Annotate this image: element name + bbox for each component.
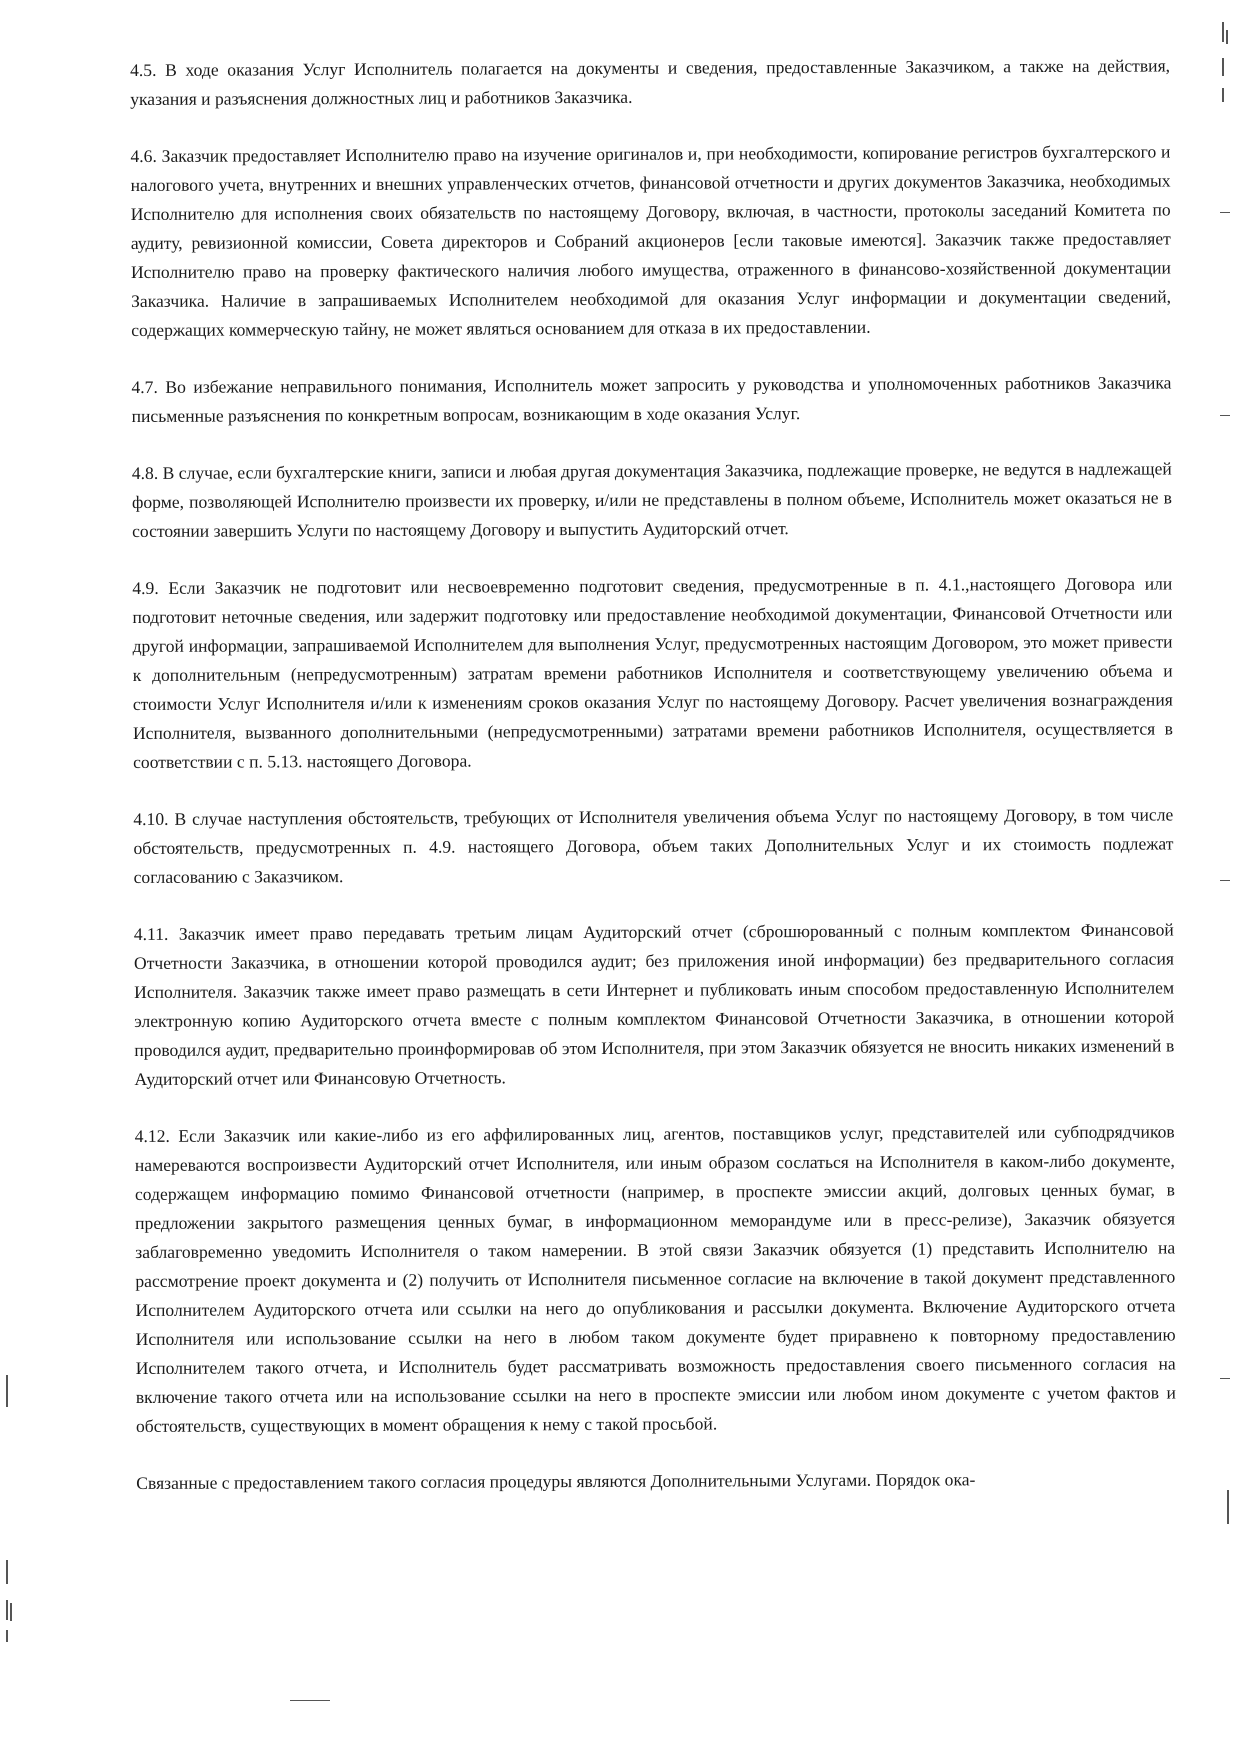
scan-margin-mark	[1222, 58, 1224, 76]
scan-margin-mark	[6, 1600, 8, 1620]
scan-margin-mark	[290, 1700, 330, 1701]
scan-margin-mark	[10, 1603, 12, 1621]
clause-4-12: 4.12. Если Заказчик или какие-либо из его аффилированных лиц, агентов, поставщиков услуг, представителей или субподрядчиков намереваются воспроизвести Аудиторский отчет Исполнителя, или иным образом сослаться на Исполнителя в каком-либо документе, содержащем информацию помимо Финансовой отчетности (например, в проспекте эмиссии акций, долговых ценных бумаг, в предложении закрытого размещения ценных бумаг, в информационном меморандуме или в пресс-релизе), Заказчик обязуется заблаговременно уведомить Исполнителя о таком намерении. В этой связи Заказчик обязуется (1) представить Исполнителю на рассмотрение проект документа и (2) получить от Исполнителя письменное согласие на включение в такой документ представленного Исполнителем Аудиторского отчета или ссылки на него до опубликования и рассылки документа. Включение Аудиторского отчета Исполнителя или использование ссылки на него в любом таком документе будет приравнено к повторному предоставлению Исполнителем такого отчета, и Исполнитель будет рассматривать возможность предоставления своего письменного согласия на включение такого отчета или на использование ссылки на него в проспекте эмиссии или любом ином документе с учетом фактов и обстоятельств, существующих в момент обращения к нему с такой просьбой.	[134, 1121, 1176, 1436]
clause-4-10: 4.10. В случае наступления обстоятельств, требующих от Исполнителя увеличения объема Услуг по настоящему Договору, в том числе обстоятельств, предусмотренных п. 4.9. настоящего Договора, объем таких Дополнительных Услуг и их стоимость подлежат согласованию с Заказчиком.	[133, 804, 1174, 887]
scan-margin-mark	[1222, 88, 1224, 102]
continuation-paragraph: Связанные с предоставлением такого согласия процедуры являются Дополнительными Услугами. Порядок ока-	[136, 1469, 976, 1493]
clause-4-11: 4.11. Заказчик имеет право передавать третьим лицам Аудиторский отчет (сброшюрованный с полным комплектом Финансовой Отчетности Заказчика, в отношении которой проводился аудит; без приложения иной информации) без предварительного согласия Исполнителя. Заказчик также имеет право размещать в сети Интернет и публиковать иным способом предоставленную Исполнителем электронную копию Аудиторского отчета вместе с полным комплектом Финансовой Отчетности Заказчика, в отношении которой проводился аудит, предварительно проинформировав об этом Исполнителя, при этом Заказчик обязуется не вносить никаких изменений в Аудиторский отчет или Финансовую Отчетность.	[133, 919, 1175, 1089]
scan-margin-mark	[6, 1560, 8, 1584]
scan-margin-mark	[1227, 1490, 1229, 1524]
scan-margin-mark	[6, 1375, 8, 1407]
clause-4-9: 4.9. Если Заказчик не подготовит или несвоевременно подготовит сведения, предусмотренные в п. 4.1.,настоящего Договора или подготовит неточные сведения, или задержит подготовку или предоставление необходимой документации, Финансовой Отчетности или другой информации, запрашиваемой Исполнителем для выполнения Услуг, предусмотренных настоящим Договором, это может привести к дополнительным (непредусмотренным) затратам времени работников Исполнителя и соответствующему увеличению объема и стоимости Услуг Исполнителя и/или к изменениям сроков оказания Услуг по настоящему Договору. Расчет увеличения вознаграждения Исполнителя, вызванного дополнительными (непредусмотренными) затратами времени работников Исполнителя, осуществляется в соответствии с п. 5.13. настоящего Договора.	[132, 573, 1173, 772]
scan-margin-mark	[1220, 880, 1230, 881]
clause-4-8: 4.8. В случае, если бухгалтерские книги, записи и любая другая документация Заказчика, подлежащие проверке, не ведутся в надлежащей форме, позволяющей Исполнителю произвести их проверку, и/или не представлены в полном объеме, Исполнитель может оказаться не в состоянии завершить Услуги по настоящему Договору и выпустить Аудиторский отчет.	[131, 458, 1172, 541]
clause-4-5: 4.5. В ходе оказания Услуг Исполнитель полагается на документы и сведения, предоставленные Заказчиком, а также на действия, указания и разъяснения должностных лиц и работников Заказчика.	[130, 55, 1171, 109]
document-page	[130, 51, 1176, 1498]
scan-margin-mark	[1220, 212, 1230, 213]
scan-margin-mark	[1220, 1378, 1230, 1379]
clause-4-7: 4.7. Во избежание неправильного понимания, Исполнитель может запросить у руководства и уполномоченных работников Заказчика письменные разъяснения по конкретным вопросам, возникающим в ходе оказания Услуг.	[131, 372, 1172, 426]
clause-4-6: 4.6. Заказчик предоставляет Исполнителю право на изучение оригиналов и, при необходимости, копирование регистров бухгалтерского и налогового учета, внутренних и внешних управленческих отчетов, финансовой отчетности и других документов Заказчика, необходимых Исполнителю для исполнения своих обязательств по настоящему Договору, включая, в частности, протоколы заседаний Комитета по аудиту, ревизионной комиссии, Совета директоров и Собраний акционеров [если таковые имеются]. Заказчик также предоставляет Исполнителю право на проверку фактического наличия любого имущества, отраженного в финансово-хозяйственной документации Заказчика. Наличие в запрашиваемых Исполнителем необходимой для оказания Услуг информации и документации сведений, содержащих коммерческую тайну, не может являться основанием для отказа в их предоставлении.	[130, 141, 1172, 340]
scan-margin-mark	[6, 1630, 8, 1642]
scan-margin-mark	[1226, 30, 1228, 44]
scan-margin-mark	[1220, 415, 1230, 416]
scan-margin-mark	[1222, 22, 1224, 42]
